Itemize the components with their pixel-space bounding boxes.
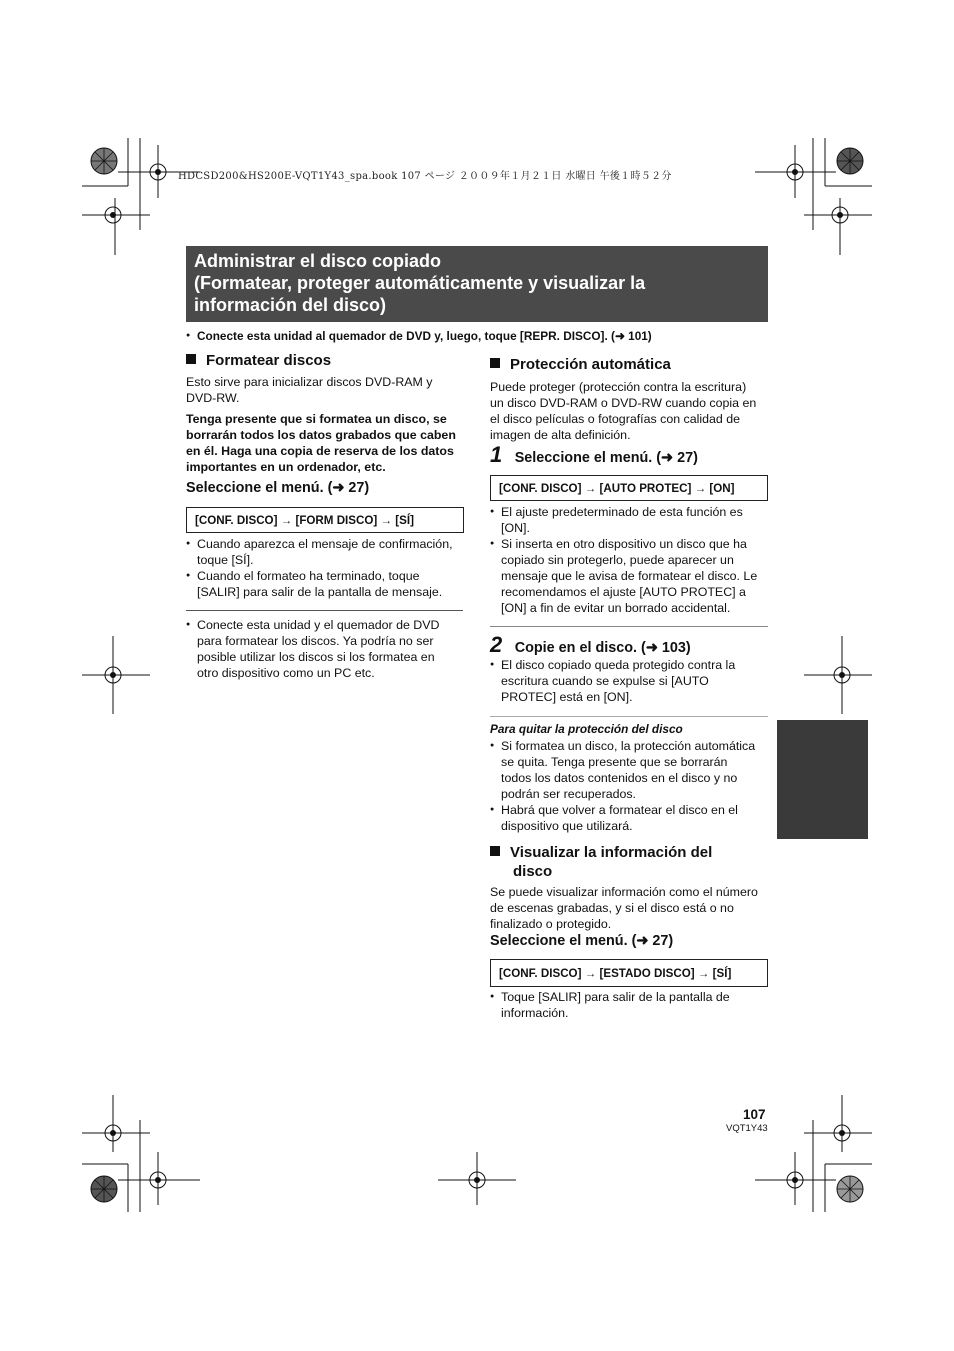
autoprotect-bullets bbox=[490, 504, 772, 616]
text-line: otro dispositivo como un PC etc. bbox=[197, 666, 375, 680]
document-code: VQT1Y43 bbox=[726, 1123, 768, 1134]
square-bullet-icon bbox=[186, 354, 196, 364]
text-line: finalizado o protegido. bbox=[490, 917, 612, 931]
heading-text: Protección automática bbox=[510, 356, 671, 373]
chapter-tab bbox=[777, 720, 868, 839]
square-bullet-icon bbox=[490, 358, 500, 368]
text-line: imagen de alta definición. bbox=[490, 428, 631, 442]
page-title-box bbox=[186, 246, 768, 322]
step-text: Copie en el disco. (➜ 103) bbox=[514, 640, 691, 656]
step-1 bbox=[490, 442, 698, 468]
menu-path-box: [CONF. DISCO] → [FORM DISCO] → [SÍ] bbox=[186, 507, 464, 533]
select-menu-instruction: Seleccione el menú. (➜ 27) bbox=[186, 480, 370, 496]
copy-bullets bbox=[490, 657, 772, 705]
text-line: dispositivo que utilizará. bbox=[501, 819, 633, 833]
list-item bbox=[490, 504, 772, 536]
step-text: Seleccione el menú. (➜ 27) bbox=[514, 450, 698, 466]
remove-protection-bullets bbox=[490, 738, 772, 834]
format-warning bbox=[186, 411, 466, 475]
text-line: mensaje que le avisa de formatear el disco. Le bbox=[501, 569, 758, 583]
divider bbox=[186, 610, 463, 611]
page-title-line2: (Formatear, proteger automáticamente y visualizar la bbox=[194, 273, 646, 293]
format-bullets bbox=[186, 536, 466, 600]
square-bullet-icon bbox=[490, 846, 500, 856]
list-item bbox=[186, 568, 466, 600]
text-line: [ON]. bbox=[501, 521, 530, 535]
info-bullets bbox=[490, 989, 772, 1021]
text-line: copiado sin protegerlo, puede aparecer un bbox=[501, 553, 734, 567]
step-number: 2 bbox=[490, 632, 503, 657]
text-line: importantes en un ordenador, etc. bbox=[186, 460, 386, 474]
text-line: ● Habrá que volver a formatear el disco en el bbox=[501, 803, 738, 817]
list-item bbox=[490, 738, 772, 802]
remove-protection-title: Para quitar la protección del disco bbox=[490, 722, 683, 736]
text-line: el disco películas o fotografías con calidad de bbox=[490, 412, 741, 426]
step-2 bbox=[490, 632, 691, 658]
text-line: ● Cuando aparezca el mensaje de confirmación, bbox=[197, 537, 453, 551]
heading-text: Visualizar la información del bbox=[510, 844, 713, 861]
menu-path-box: [CONF. DISCO] → [AUTO PROTEC] → [ON] bbox=[490, 475, 768, 501]
list-item bbox=[490, 802, 772, 834]
autoprotect-description bbox=[490, 379, 780, 443]
page-title-line1: Administrar el disco copiado bbox=[194, 251, 442, 271]
menu-path-box: [CONF. DISCO] → [ESTADO DISCO] → [SÍ] bbox=[490, 959, 768, 987]
intro-note: ● Conecte esta unidad al quemador de DVD y, luego, toque [REPR. DISCO]. (➜ 101) bbox=[186, 328, 797, 344]
list-item bbox=[186, 617, 466, 681]
text-line: [SALIR] para salir de la pantalla de mensaje. bbox=[197, 585, 443, 599]
text-line: PROTEC] está en [ON]. bbox=[501, 690, 633, 704]
format-note bbox=[186, 617, 466, 681]
text-line: ● Si inserta en otro dispositivo un disco que ha bbox=[501, 537, 747, 551]
text-line: se quita. Tenga presente que se borrarán bbox=[501, 755, 728, 769]
text-line: de escenas grabadas, y si el disco está o no bbox=[490, 901, 734, 915]
section-heading-info bbox=[490, 843, 770, 881]
text-line: Tenga presente que si formatea un disco, se bbox=[186, 412, 447, 426]
list-item bbox=[490, 536, 772, 616]
page-title-line3: información del disco) bbox=[194, 295, 387, 315]
format-description bbox=[186, 374, 466, 406]
text-line: recomendamos el ajuste [AUTO PROTEC] a bbox=[501, 585, 746, 599]
list-item bbox=[186, 536, 466, 568]
text-line: posible utilizar los discos si los formatea en bbox=[197, 650, 435, 664]
text-line: Esto sirve para inicializar discos DVD-RAM y bbox=[186, 375, 433, 389]
text-line: podrán ser recuperados. bbox=[501, 787, 637, 801]
heading-text: Formatear discos bbox=[206, 352, 332, 369]
text-line: ● Si formatea un disco, la protección automática bbox=[501, 739, 756, 753]
text-line: ● Cuando el formateo ha terminado, toque bbox=[197, 569, 420, 583]
list-item bbox=[490, 657, 772, 705]
info-description bbox=[490, 884, 780, 932]
select-menu-instruction: Seleccione el menú. (➜ 27) bbox=[490, 933, 674, 949]
text-line: todos los datos contenidos en el disco y no bbox=[501, 771, 738, 785]
text-line: DVD-RW. bbox=[186, 391, 240, 405]
text-line: borrarán todos los datos grabados que caben bbox=[186, 428, 456, 442]
text-line: Se puede visualizar información como el número bbox=[490, 885, 758, 899]
text-line: ● Conecte esta unidad y el quemador de DVD bbox=[197, 618, 440, 632]
heading-text: disco bbox=[513, 863, 553, 880]
text-line: información. bbox=[501, 1006, 569, 1020]
text-line: escritura cuando se expulse si [AUTO bbox=[501, 674, 709, 688]
text-line: un disco DVD-RAM o DVD-RW cuando copia en bbox=[490, 396, 757, 410]
text-line: para formatear los discos. Ya podría no ser bbox=[197, 634, 434, 648]
section-heading-format bbox=[186, 352, 331, 369]
list-item bbox=[490, 989, 772, 1021]
text-line: ● El disco copiado queda protegido contra la bbox=[501, 658, 736, 672]
section-heading-autoprotect bbox=[490, 356, 671, 373]
print-header: HDCSD200&HS200E-VQT1Y43_spa.book 107 ページ ２００９年１月２１日 水曜日 午後１時５２分 bbox=[178, 171, 672, 182]
text-line: ● Toque [SALIR] para salir de la pantalla de bbox=[501, 990, 730, 1004]
text-line: ● El ajuste predeterminado de esta función es bbox=[501, 505, 743, 519]
divider bbox=[490, 716, 768, 717]
text-line: [ON] a fin de evitar un borrado accidental. bbox=[501, 601, 731, 615]
text-line: toque [SÍ]. bbox=[197, 553, 254, 567]
divider bbox=[490, 626, 768, 627]
text-line: Puede proteger (protección contra la escritura) bbox=[490, 380, 747, 394]
step-number: 1 bbox=[490, 442, 503, 467]
text-line: en él. Haga una copia de reserva de los datos bbox=[186, 444, 454, 458]
page-number: 107 bbox=[743, 1107, 766, 1122]
